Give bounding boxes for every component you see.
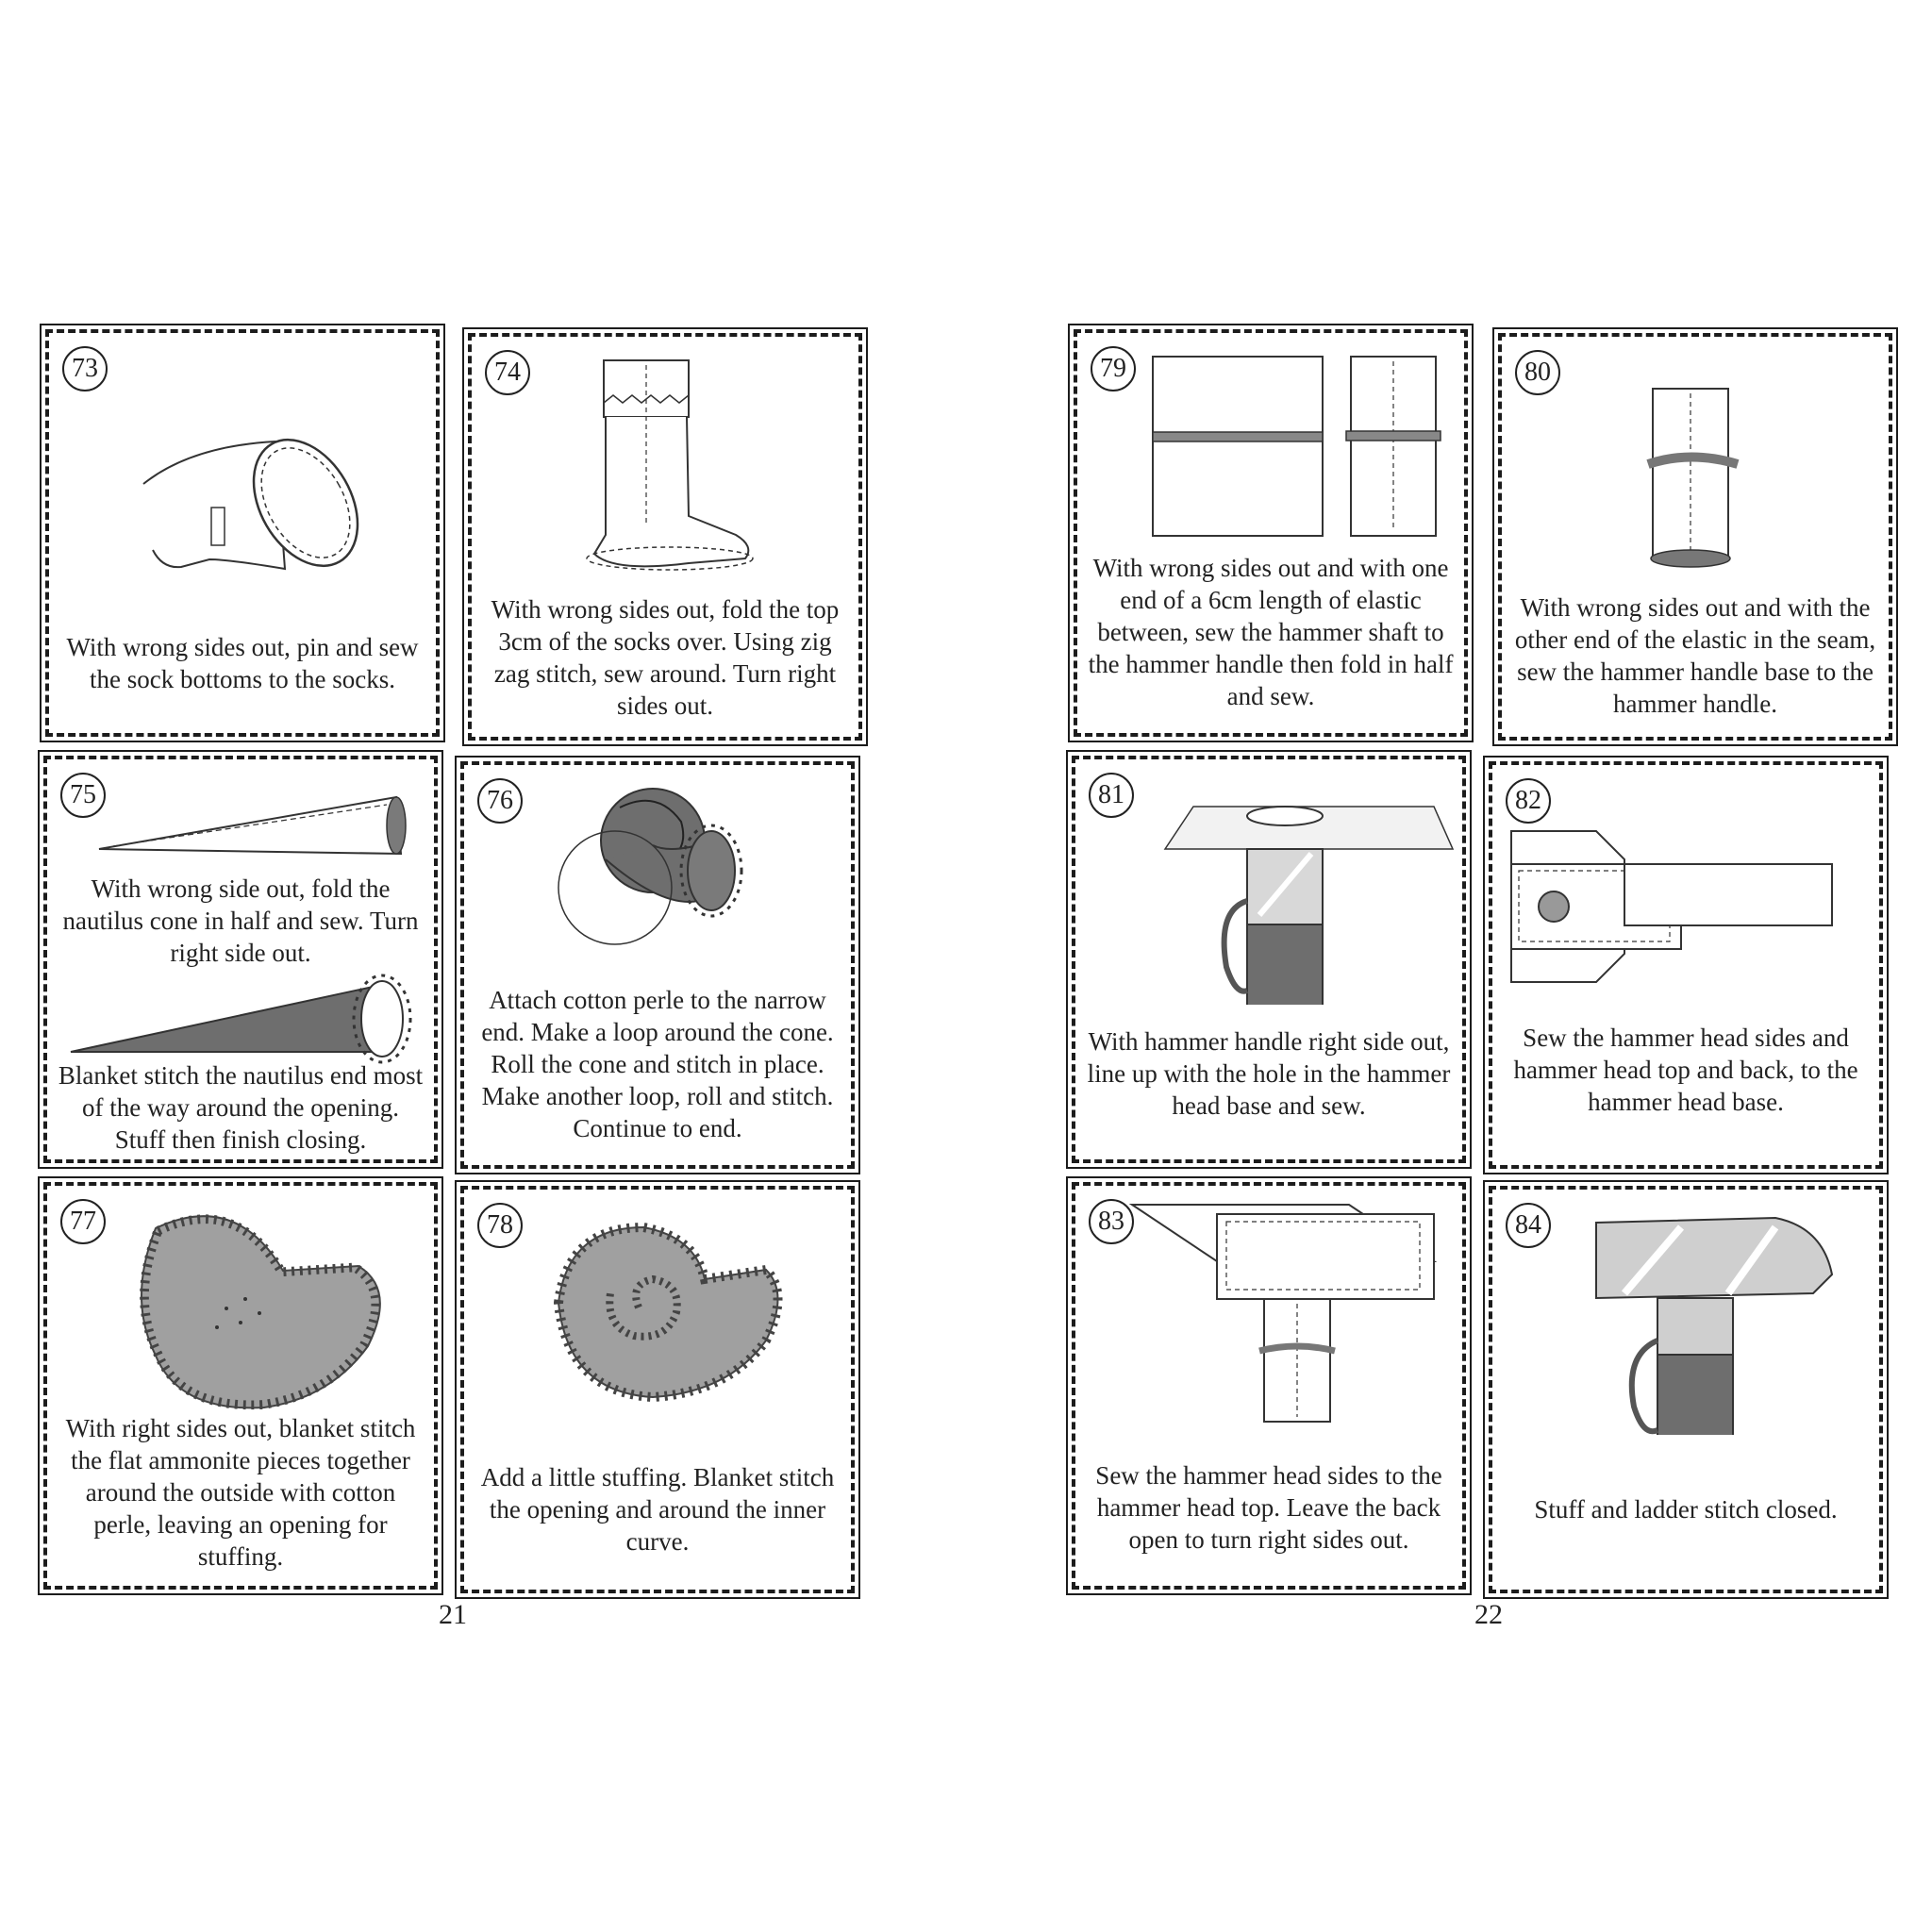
step-number: 80 [1515,350,1560,395]
step-text: Sew the hammer head sides and hammer head top and back, to the hammer head base. [1513,1024,1858,1116]
step-text: Add a little stuffing. Blanket stitch the opening and around the inner curve. [480,1463,835,1556]
hammer-head-assembly-icon [1075,1186,1462,1431]
step-panel-81 [1072,756,1466,1163]
folded-sock-icon [472,337,858,582]
ammonite-flat-icon [47,1186,434,1431]
step-panel-80 [1498,333,1892,741]
step-panel-82 [1489,761,1883,1169]
step-number: 81 [1089,773,1134,818]
step-text: With hammer handle right side out, line up with the hole in the hammer head base and sew. [1087,1027,1451,1120]
step-text-b: Blanket stitch the nautilus end most of the way around the opening. Stuff then finish closing. [58,1061,424,1154]
step-number: 78 [477,1203,523,1248]
step-number: 75 [60,773,106,818]
step-panel-84 [1489,1186,1883,1593]
nautilus-shell-icon [464,765,851,1010]
page-number-left: 21 [439,1599,467,1630]
page-22 [1064,325,1894,1646]
step-text: Sew the hammer head sides to the hammer head top. Leave the back open to turn right sides out. [1095,1461,1442,1554]
step-text: Stuff and ladder stitch closed. [1534,1495,1838,1524]
step-text: Attach cotton perle to the narrow end. Make a loop around the cone. Roll the cone and stitch in place. Make another loop, roll and stitch. Continue to end. [481,986,834,1142]
step-number: 77 [60,1199,106,1244]
hammer-head-pieces-icon [1492,765,1879,1010]
step-panel-76 [460,761,855,1169]
step-number: 74 [485,350,530,395]
hammer-handle-tube-icon [1502,337,1889,582]
step-panel-75 [43,756,438,1163]
step-text: With wrong sides out, pin and sew the sock bottoms to the socks. [66,633,419,693]
hammer-shaft-icon [1077,333,1464,578]
step-text: With wrong sides out and with the other end of the elastic in the seam, sew the hammer handle base to the hammer handle. [1514,593,1876,718]
step-panel-73 [45,329,440,737]
step-panel-79 [1074,329,1468,737]
step-panel-83 [1072,1182,1466,1590]
step-number: 83 [1089,1199,1134,1244]
step-number: 76 [477,778,523,824]
page-number-right: 22 [1474,1599,1503,1630]
step-text: With wrong sides out, fold the top 3cm of the socks over. Using zig zag stitch, sew around. Turn right sides out. [491,595,840,720]
step-number: 82 [1506,778,1551,824]
step-number: 84 [1506,1203,1551,1248]
finished-hammer-icon [1492,1190,1879,1435]
step-panel-74 [468,333,862,741]
step-number: 73 [62,346,108,391]
step-text: With right sides out, blanket stitch the flat ammonite pieces together around the outside with cotton perle, leaving an opening for stuffing. [65,1414,416,1571]
step-number: 79 [1091,346,1136,391]
ammonite-stuffed-icon [464,1190,851,1435]
page-21 [36,325,866,1646]
sock-bottom-icon [49,333,436,578]
step-text-a: With wrong side out, fold the nautilus cone in half and sew. Turn right side out. [62,874,419,967]
hammer-head-base-icon [1075,759,1462,1005]
step-text: With wrong sides out and with one end of a 6cm length of elastic between, sew the hammer shaft to the hammer handle then fold in half and sew. [1088,554,1454,710]
step-panel-77 [43,1182,438,1590]
step-panel-78 [460,1186,855,1593]
